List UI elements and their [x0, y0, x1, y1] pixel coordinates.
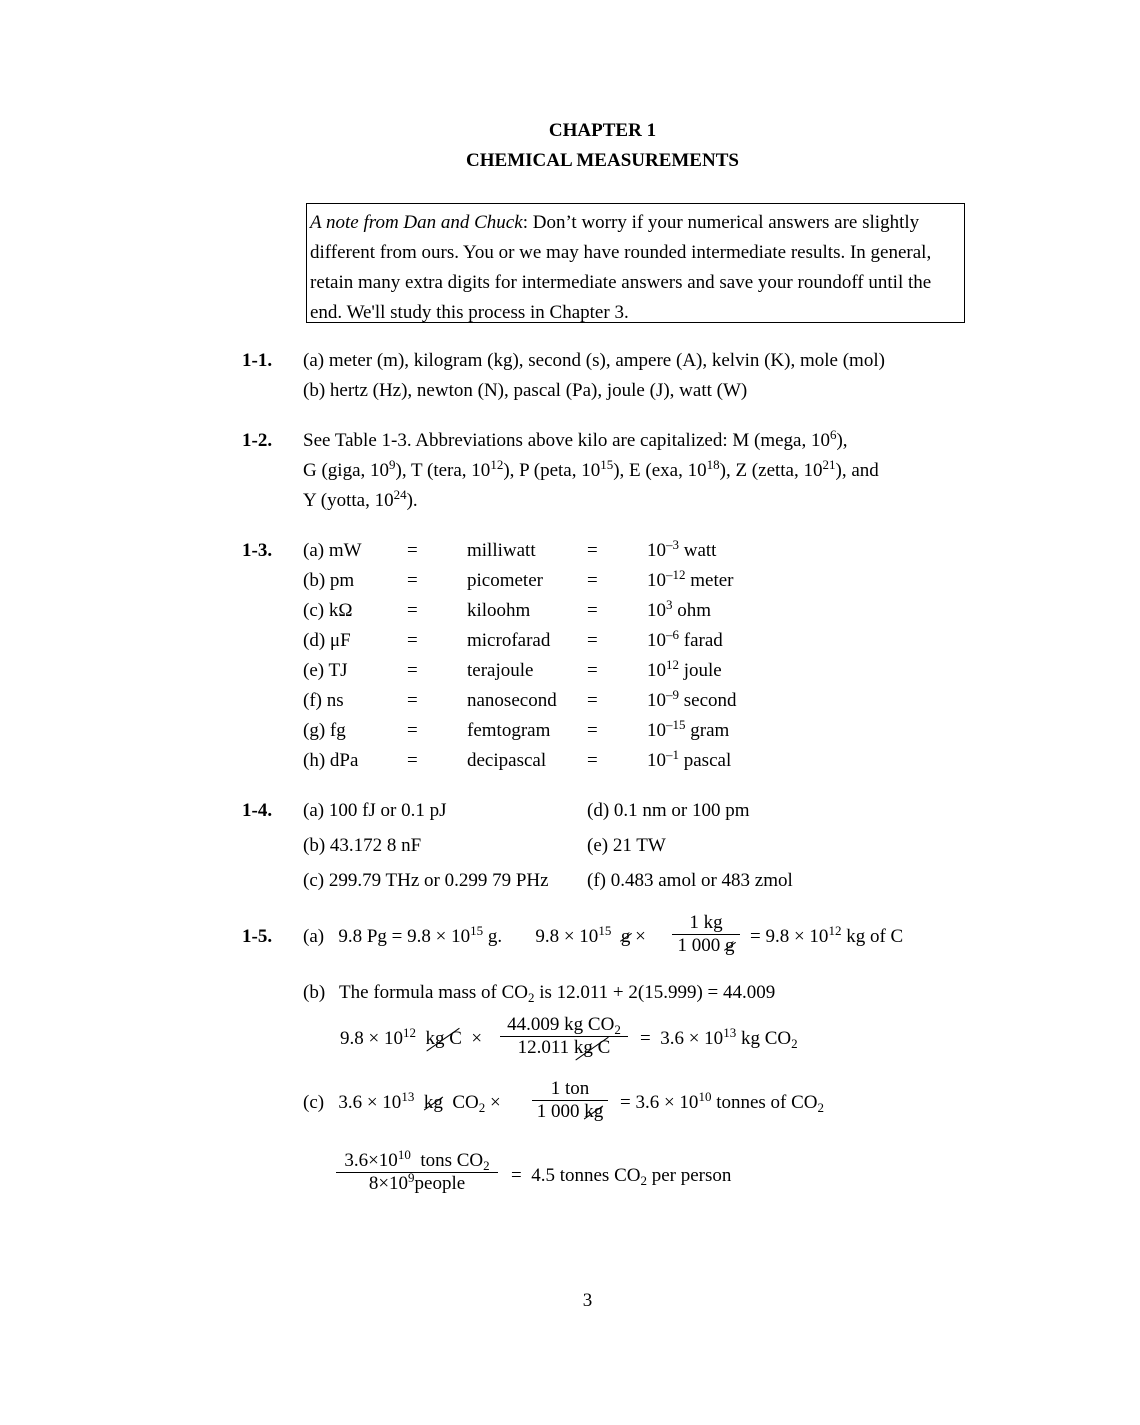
prefix-name: terajoule — [467, 660, 534, 681]
equals-sign: = — [407, 750, 418, 771]
equals-sign: = — [587, 570, 598, 591]
prefix-value: $10^{-3}$ watt — [647, 537, 717, 561]
note-box — [306, 203, 965, 323]
prefix-symbol: (h) dPa — [303, 750, 359, 771]
equals-sign: = — [407, 630, 418, 651]
fraction-kg-per-g: 1 kg 1 000 g — [672, 912, 740, 957]
chapter-title: CHEMICAL MEASUREMENTS — [466, 150, 739, 171]
prefix-name: kiloohm — [467, 600, 531, 621]
answer-1-5-b-lead: (b) The formula mass of $CO_2$ is 12.011 + 2(15.999) = 44.009 — [303, 982, 776, 1005]
answer-1-1-b: (b) hertz (Hz), newton (N), pascal (Pa), joule (J), watt (W) — [303, 380, 748, 401]
prefix-symbol: (f) ns — [303, 690, 344, 711]
prefix-symbol: (d) μF — [303, 630, 351, 651]
chapter-label: CHAPTER 1 — [548, 120, 657, 141]
answer-1-5-b-result: = $3.6 \times 10^{13}$ kg $CO_2$ — [640, 1025, 798, 1051]
fraction-ton-per-kg: 1 ton 1 000 kg — [532, 1078, 608, 1123]
answer-1-5-c-result: = $3.6 \times 10^{10}$ tonnes of $CO_2$ — [620, 1089, 825, 1115]
equals-sign: = — [587, 540, 598, 561]
page-number: 3 — [582, 1290, 593, 1311]
problem-number-1-4: 1-4. — [242, 800, 273, 821]
prefix-value: $10^3$ ohm — [647, 597, 712, 621]
equals-sign: = — [587, 600, 598, 621]
prefix-value: $10^{-15}$ gram — [647, 717, 730, 741]
equals-sign: = — [407, 570, 418, 591]
equals-sign: = — [407, 600, 418, 621]
prefix-symbol: (c) kΩ — [303, 600, 353, 621]
equals-sign: = — [407, 540, 418, 561]
prefix-name: nanosecond — [467, 690, 557, 711]
answer-1-5-a-result: = $9.8 \times 10^{12}$ kg of C — [750, 923, 904, 947]
equals-sign: = — [407, 660, 418, 681]
prefix-name: femtogram — [467, 720, 551, 741]
problem-number-1-5: 1-5. — [242, 926, 273, 947]
answer-1-4-f: (f) 0.483 amol or 483 zmol — [587, 870, 793, 891]
problem-number-1-3: 1-3. — [242, 540, 273, 561]
answer-1-4-e: (e) 21 TW — [587, 835, 666, 856]
problem-number-1-1: 1-1. — [242, 350, 273, 371]
equals-sign: = — [587, 660, 598, 681]
fraction-per-person: $3.6\times 10^{10}$ tons $CO_2$ $8\times 10^9people$ — [336, 1150, 498, 1195]
prefix-symbol: (g) fg — [303, 720, 346, 741]
answer-1-4-d: (d) 0.1 nm or 100 pm — [587, 800, 750, 821]
answer-1-4-c: (c) 299.79 THz or 0.299 79 PHz — [303, 870, 549, 891]
fraction-co2-per-c: 44.009 kg $CO_2$ 12.011 kg C — [500, 1014, 628, 1059]
answer-1-4-b: (b) 43.172 8 nF — [303, 835, 422, 856]
answer-1-5-b-lhs: $9.8 \times 10^{12}$ kg C × — [340, 1025, 483, 1049]
equals-sign: = — [587, 750, 598, 771]
prefix-value: $10^{-1}$ pascal — [647, 747, 732, 771]
answer-1-5-c-per-person: = 4.5 tonnes $CO_2$ per person — [511, 1165, 732, 1188]
prefix-name: microfarad — [467, 630, 551, 651]
equals-sign: = — [587, 720, 598, 741]
problem-number-1-2: 1-2. — [242, 430, 273, 451]
equals-sign: = — [587, 690, 598, 711]
prefix-value: $10^{12}$ joule — [647, 657, 722, 681]
equals-sign: = — [407, 690, 418, 711]
prefix-value: $10^{-9}$ second — [647, 687, 737, 711]
answer-1-4-a: (a) 100 fJ or 0.1 pJ — [303, 800, 447, 821]
prefix-name: picometer — [467, 570, 543, 591]
prefix-symbol: (e) TJ — [303, 660, 348, 681]
note-lead: A note from Dan and Chuck — [310, 212, 523, 233]
prefix-name: milliwatt — [467, 540, 536, 561]
prefix-symbol: (b) pm — [303, 570, 355, 591]
answer-1-2-line1: See Table 1-3. Abbreviations above kilo are capitalized: M (mega, $10^6$), — [303, 427, 848, 451]
prefix-name: decipascal — [467, 750, 547, 771]
note-text: : Don’t worry if your numerical answers are slightly different from ours. You or we may have rounded intermediate results. In general, retain many extra digits for intermediate answers and save your roundoff until the end. We'll study this process in Chapter 3. — [310, 212, 932, 323]
prefix-symbol: (a) mW — [303, 540, 362, 561]
answer-1-5-a-lead: (a) 9.8 $Pg = 9.8 \times 10^{15}$ g. $9.8 \times 10^{15}$ g × — [303, 923, 646, 947]
prefix-value: $10^{-6}$ farad — [647, 627, 723, 651]
answer-1-1-a: (a) meter (m), kilogram (kg), second (s), ampere (A), kelvin (K), mole (mol) — [303, 350, 885, 371]
answer-1-5-c-lhs: (c) $3.6 \times 10^{13}$ kg $CO_2$ × — [303, 1089, 501, 1115]
prefix-value: $10^{-12}$ meter — [647, 567, 734, 591]
equals-sign: = — [587, 630, 598, 651]
answer-1-2-line3: Y (yotta, $10^{24}$). — [303, 487, 418, 511]
equals-sign: = — [407, 720, 418, 741]
answer-1-2-line2: G (giga, $10^9$), T (tera, $10^{12}$), P (peta, $10^{15}$), E (exa, $10^{18}$), Z (zetta, $10^{21}$), and — [303, 457, 879, 481]
